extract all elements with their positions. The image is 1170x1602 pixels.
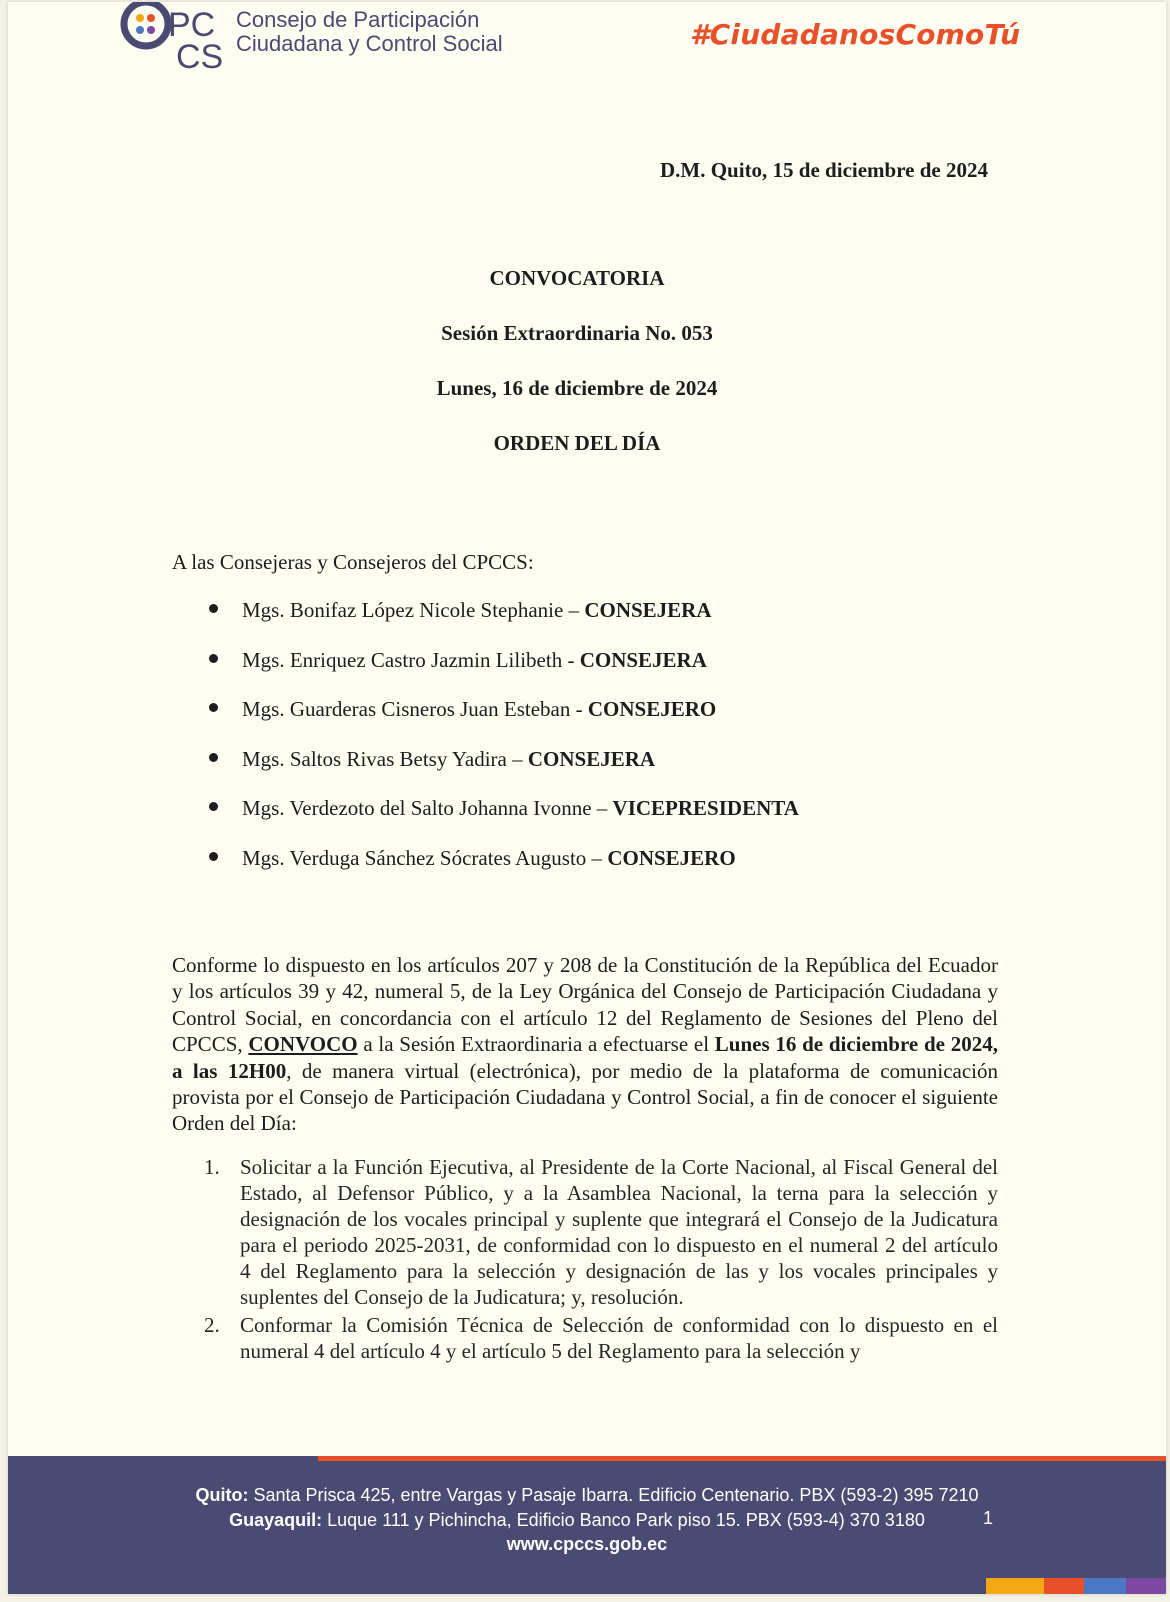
convocation-paragraph: Conforme lo dispuesto en los artículos 207 y 208 de la Constitución de la República del Ecuador y los artículos 39 y 42, numeral 5, de la Ley Orgánica del Consejo de Participación Ciudadana y Control Social, en concordancia con el artículo 12 del Reglamento de Sesiones del Pleno del CPCCS, CONVOCO a la Sesión Extraordinaria a efectuarse el Lunes 16 de diciembre de 2024, a las 12H00, de manera virtual (electrónica), por medio de la plataforma de comunicación provista por el Consejo de Participación Ciudadana y Control Social, a fin de conocer el siguiente Orden del Día: xyxy=(172,953,998,1136)
list-item: Mgs. Verduga Sánchez Sócrates Augusto – CONSEJERO xyxy=(204,846,799,896)
list-item: Mgs. Saltos Rivas Betsy Yadira – CONSEJERA xyxy=(204,747,799,797)
addressee-line: A las Consejeras y Consejeros del CPCCS: xyxy=(172,550,534,574)
convoco-emphasis: CONVOCO xyxy=(248,1032,358,1057)
footer-quito-address: Quito: Santa Prisca 425, entre Vargas y Pasaje Ibarra. Edificio Centenario. PBX (593-2) 395 7210 xyxy=(195,1485,979,1505)
list-item: Mgs. Enriquez Castro Jazmin Lilibeth - CONSEJERA xyxy=(204,648,799,698)
list-item: 2. Conformar la Comisión Técnica de Selección de conformidad con lo dispuesto en el numeral 4 del artículo 4 y el artículo 5 del Reglamento para la selección y xyxy=(204,1313,998,1363)
page-number: 1 xyxy=(983,1508,994,1528)
bullet-icon xyxy=(209,852,218,861)
document-title: CONVOCATORIA xyxy=(489,266,665,290)
brand-color-bars xyxy=(986,1578,1166,1594)
color-bar xyxy=(986,1578,1044,1594)
session-number: Sesión Extraordinaria No. 053 xyxy=(441,321,713,345)
agenda-list xyxy=(204,1154,998,1366)
hashtag-slogan: #CiudadanosComoTú xyxy=(690,18,1021,51)
bullet-icon xyxy=(209,753,218,762)
org-name-line1: Consejo de Participación xyxy=(236,7,480,32)
color-bar xyxy=(1044,1578,1084,1594)
org-name-line2: Ciudadana y Control Social xyxy=(236,31,503,56)
list-item: Mgs. Verdezoto del Salto Johanna Ivonne – VICEPRESIDENTA xyxy=(204,796,799,846)
session-date: Lunes, 16 de diciembre de 2024 xyxy=(436,376,718,400)
agenda-title: ORDEN DEL DÍA xyxy=(493,431,661,455)
footer-website: www.cpccs.gob.ec xyxy=(506,1534,668,1554)
bullet-icon xyxy=(209,654,218,663)
letterhead xyxy=(8,2,1166,82)
session-datetime-emphasis: Lunes 16 de diciembre de 2024, a las 12H00 xyxy=(172,1032,998,1083)
organization-name xyxy=(236,8,503,56)
footer-guayaquil-address: Guayaquil: Luque 111 y Pichincha, Edificio Banco Park piso 15. PBX (593-4) 370 3180 xyxy=(229,1510,925,1530)
document-page xyxy=(8,2,1166,1594)
svg-text:PC: PC xyxy=(168,6,216,44)
list-item: 1. Solicitar a la Función Ejecutiva, al Presidente de la Corte Nacional, al Fiscal General del Estado, al Defensor Público, y a la Asamblea Nacional, la terna para la selección y designación de los vocales principal y suplente que integrará el Consejo de la Judicatura para el periodo 2025-2031, de conformidad con lo dispuesto en el numeral 2 del artículo 4 del Reglamento para la selección y designación de las y los vocales principales y suplentes del Consejo de la Judicatura; y, resolución. xyxy=(204,1155,998,1309)
color-bar xyxy=(1126,1578,1166,1594)
bullet-icon xyxy=(209,604,218,613)
bullet-icon xyxy=(209,703,218,712)
color-bar xyxy=(1084,1578,1126,1594)
cpccs-logo-icon xyxy=(120,2,230,72)
document-date: D.M. Quito, 15 de diciembre de 2024 xyxy=(659,158,988,182)
members-list xyxy=(204,598,799,895)
list-item: Mgs. Guarderas Cisneros Juan Esteban - CONSEJERO xyxy=(204,697,799,747)
svg-text:CS: CS xyxy=(176,38,224,72)
footer xyxy=(8,1461,1166,1594)
bullet-icon xyxy=(209,802,218,811)
list-item: Mgs. Bonifaz López Nicole Stephanie – CONSEJERA xyxy=(204,598,799,648)
